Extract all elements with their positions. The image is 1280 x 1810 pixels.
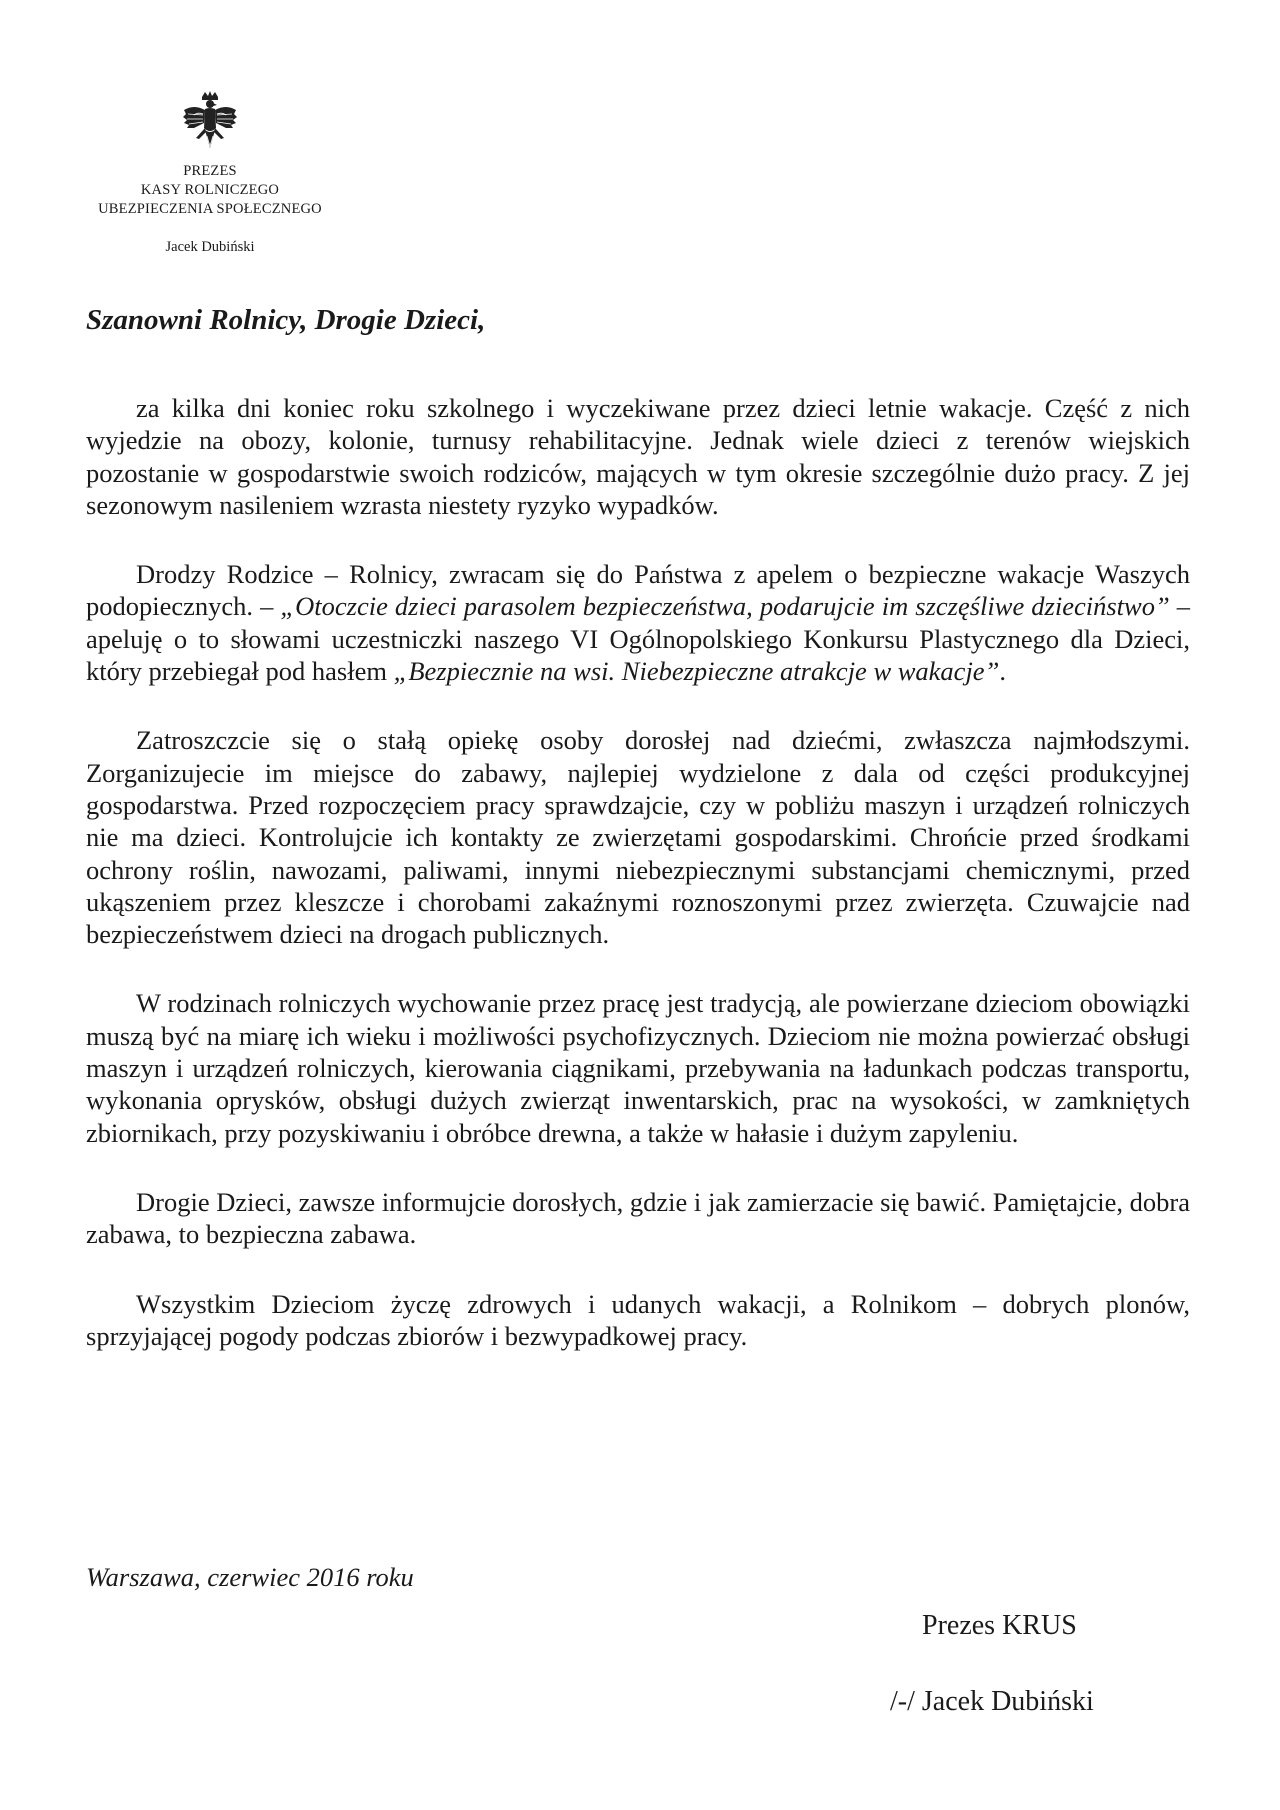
- paragraph-2: [86, 558, 1190, 687]
- paragraph-1: za kilka dni koniec roku szkolnego i wyczekiwane przez dzieci letnie wakacje. Część z nich wyjedzie na obozy, kolonie, turnusy rehabilitacyjne. Jednak wiele dzieci z terenów wiejskich pozostanie w gospodarstwie swoich rodziców, mających w tym okresie szczególnie dużo pracy. Z jej sezonowym nasileniem wzrasta niestety ryzyko wypadków.: [86, 393, 1190, 520]
- paragraph-2-slogan: „Bezpiecznie na wsi. Niebezpieczne atrakcje w wakacje”: [393, 656, 1000, 687]
- letterhead-name: Jacek Dubiński: [165, 239, 255, 255]
- paragraph-6: Wszystkim Dzieciom życzę zdrowych i udanych wakacji, a Rolnikom – dobrych plonów, sprzyjającej pogody podczas zbiorów i bezwypadkowej pracy.: [86, 1288, 1190, 1351]
- paragraph-2-part-b: – apeluję o to słowami uczestniczki naszego VI Ogólnopolskiego Konkursu Plastycznego dla Dzieci, który przebiegał pod hasłem: [86, 591, 1191, 687]
- signature-title: Prezes KRUS: [922, 1610, 1077, 1641]
- date-place: Warszawa, czerwiec 2016 roku: [86, 1562, 414, 1592]
- letterhead: [80, 88, 340, 256]
- paragraph-4: W rodzinach rolniczych wychowanie przez pracę jest tradycją, ale powierzane dzieciom obowiązki muszą być na miarę ich wieku i możliwości psychofizycznych. Dzieciom nie można powierzać obsługi maszyn i urządzeń rolniczych, kierowania ciągnikami, przebywania na ładunkach podczas transportu, wykonania oprysków, obsługi dużych zwierząt inwentarskich, prac na wysokości, w zamkniętych zbiornikach, przy pozyskiwaniu i obróbce drewna, a także w hałasie i dużym zapyleniu.: [86, 988, 1190, 1148]
- signature-name: /-/ Jacek Dubiński: [890, 1686, 1094, 1717]
- paragraph-3: Zatroszczcie się o stałą opiekę osoby dorosłej nad dziećmi, zwłaszcza najmłodszymi. Zorganizujecie im miejsce do zabawy, najlepiej wydzielone z dala od części produkcyjnej gospodarstwa. Przed rozpoczęciem pracy sprawdzajcie, czy w pobliżu maszyn i urządzeń rolniczych nie ma dzieci. Kontrolujcie ich kontakty ze zwierzętami gospodarskimi. Chrońcie przed środkami ochrony roślin, nawozami, paliwami, innymi niebezpiecznymi substancjami chemicznymi, przed ukąszeniem przez kleszcze i chorobami zakaźnymi roznoszonymi przez zwierzęta. Czuwajcie nad bezpieczeństwem dzieci na drogach publicznych.: [86, 725, 1190, 950]
- polish-eagle-icon: [176, 88, 244, 156]
- letterhead-line-1: PREZES: [183, 163, 237, 179]
- salutation: Szanowni Rolnicy, Drogie Dzieci,: [86, 304, 486, 336]
- letter-body: [86, 392, 1190, 1389]
- paragraph-2-quote: „Otoczcie dzieci parasolem bezpieczeństwa, podarujcie im szczęśliwe dzieciństwo”: [280, 591, 1170, 622]
- paragraph-2-part-a: Drodzy Rodzice – Rolnicy, zwracam się do Państwa z apelem o bezpieczne wakacje Waszych podopiecznych. –: [86, 559, 1190, 622]
- letterhead-line-3: UBEZPIECZENIA SPOŁECZNEGO: [98, 201, 322, 217]
- letterhead-line-2: KASY ROLNICZEGO: [140, 182, 280, 198]
- paragraph-2-part-c: .: [999, 656, 1006, 687]
- paragraph-5: Drogie Dzieci, zawsze informujcie dorosłych, gdzie i jak zamierzacie się bawić. Pamiętajcie, dobra zabawa, to bezpieczna zabawa.: [86, 1186, 1190, 1250]
